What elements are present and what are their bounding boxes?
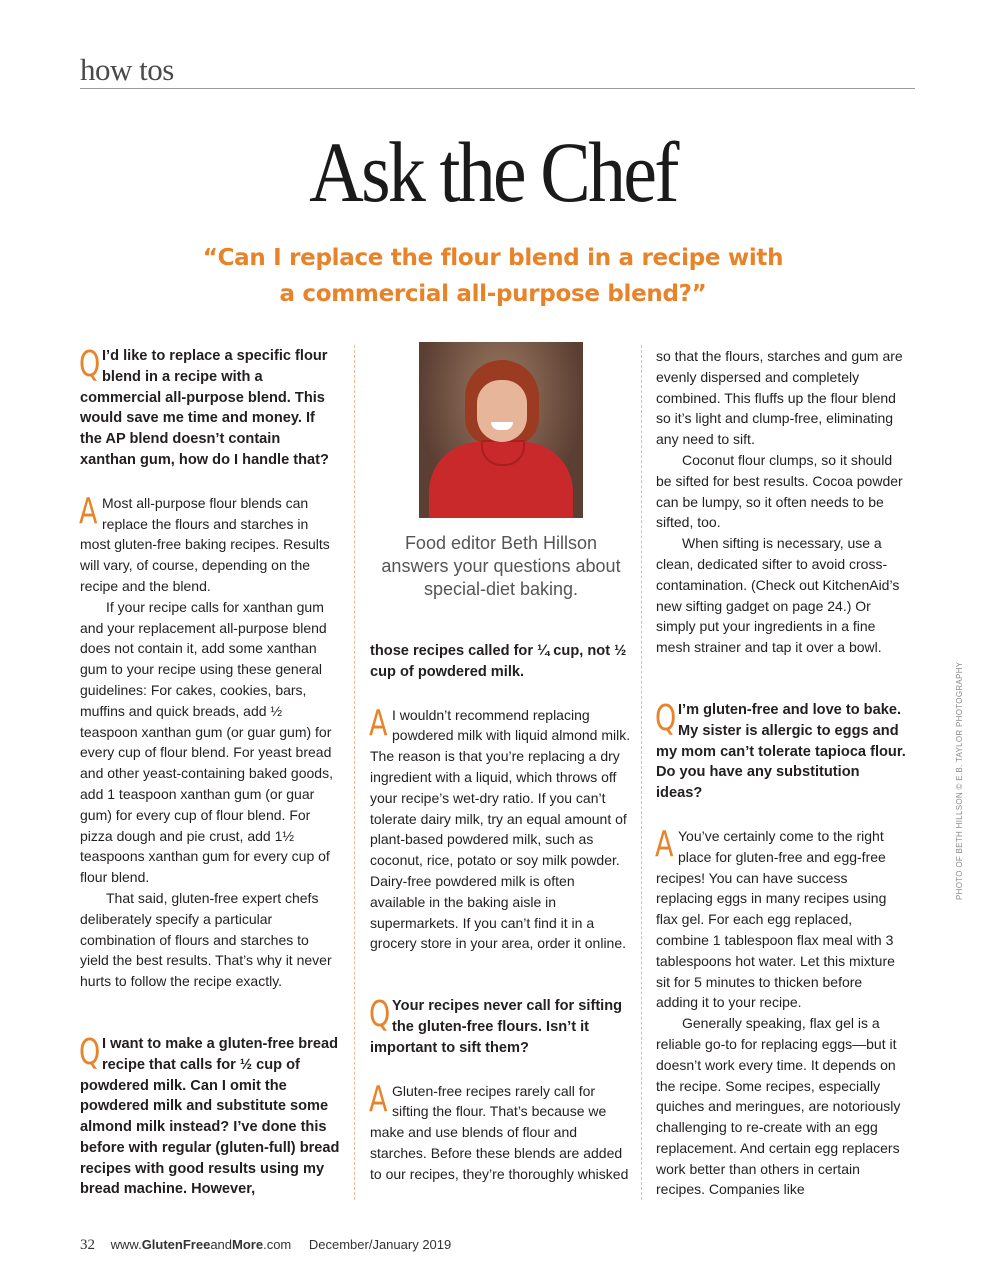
dropcap-a: A bbox=[655, 823, 674, 865]
url-prefix: www. bbox=[110, 1237, 142, 1252]
answer-1-p1 bbox=[79, 490, 340, 597]
answer-4-p1-text: You’ve certainly come to the right place for gluten-free and egg-free recipes! You can have success replacing eggs in many recipes using flax gel. For each egg replaced, combine 1 tablespoon flax meal with 3 tablespoons hot water. Let this mixture sit for 5 minutes to thicken before adding it to your recipe. bbox=[656, 827, 895, 1011]
url-bold-2: More bbox=[232, 1237, 264, 1252]
url-suffix: .com bbox=[263, 1237, 292, 1252]
question-3 bbox=[370, 996, 632, 1058]
question-2 bbox=[79, 1031, 340, 1200]
dropcap-q: Q bbox=[79, 1031, 101, 1073]
answer-3-p3: When sifting is necessary, use a clean, dedicated sifter to avoid cross-contamination. (Check out KitchenAid’s new sifting gadget on page 24.) Or simply put your ingredients in a fine mesh strainer and tap it over a bowl. bbox=[656, 535, 900, 656]
column-1 bbox=[80, 346, 340, 1200]
dropcap-q: Q bbox=[369, 994, 391, 1036]
question-1 bbox=[80, 346, 340, 471]
page-number: 32 bbox=[80, 1237, 95, 1253]
answer-3 bbox=[369, 1078, 632, 1185]
question-2-continued: those recipes called for ¼ cup, not ½ cup of powdered milk. bbox=[370, 643, 627, 680]
answer-3-p2: Coconut flour clumps, so it should be sifted for best results. Cocoa powder can be lumpy, so it often needs to be sifted, too. bbox=[656, 451, 903, 531]
answer-3-text: Gluten-free recipes rarely call for sifting the flour. That’s because we make and use blends of flour and starches. Before these blends are added to our recipes, they’re thoroughly whisked bbox=[370, 1082, 629, 1182]
dropcap-q: Q bbox=[655, 697, 677, 739]
answer-4-p2: Generally speaking, flax gel is a reliable go-to for replacing eggs—but it doesn’t work every time. It depends on the recipe. Some recipes, especially quiches and meringues, are notoriously challenging to re-create with an egg replacement. And certain egg replacers work better than others in certain recipes. Companies like bbox=[656, 1015, 901, 1198]
chef-photo bbox=[419, 342, 583, 518]
answer-1-p1-text: Most all-purpose flour blends can replace the flours and starches in most gluten-free baking recipes. Results will vary, of course, depending on the recipe and the blend. bbox=[80, 494, 330, 594]
page-title: Ask the Chef bbox=[309, 124, 677, 220]
answer-1-p3: That said, gluten-free expert chefs deliberately specify a particular combination of flours and starches to yield the best results. That’s why it never hurts to follow the recipe exactly. bbox=[80, 889, 332, 990]
section-label: how tos bbox=[80, 52, 174, 87]
dropcap-a: A bbox=[79, 490, 98, 532]
answer-1-p2: If your recipe calls for xanthan gum and your replacement all-purpose blend does not contain it, add some xanthan gum to your recipe using these general guidelines: For cakes, cookies, bars, muffins and quick breads, add ½ teaspoon xanthan gum (or guar gum) for every cup of flour blend. For yeast bread and other yeast-containing baked goods, add 1 teaspoon xanthan gum (or guar gum) for every cup of flour blend. For pizza dough and pie crust, add 1½ teaspoons xanthan gum for every cup of flour blend. bbox=[80, 598, 333, 886]
dropcap-a: A bbox=[369, 702, 388, 744]
column-divider-2 bbox=[641, 345, 642, 1200]
column-divider-1 bbox=[354, 345, 355, 1200]
issue-date: December/January 2019 bbox=[308, 1237, 452, 1252]
question-3-text: Your recipes never call for sifting the gluten-free flours. Isn’t it important to sift them? bbox=[370, 998, 623, 1056]
url-mid: and bbox=[210, 1237, 233, 1252]
subhead-line-2: a commercial all-purpose blend?” bbox=[279, 281, 707, 307]
answer-2-text: I wouldn’t recommend replacing powdered milk with liquid almond milk. The reason is that you’re replacing a dry ingredient with a liquid, which throws off your recipe’s wet-dry ratio. If you can’t tolerate dairy milk, try an equal amount of plant-based powdered milk, such as coconut, rice, potato or soy milk powder. Dairy-free powdered milk is often available in the baking aisle in supermarkets. If you can’t find it in a grocery store in your area, order it online. bbox=[370, 706, 631, 952]
column-2 bbox=[370, 342, 632, 1185]
question-4 bbox=[655, 697, 908, 804]
photo-credit: PHOTO OF BETH HILLSON © E.B. TAYLOR PHOTOGRAPHY bbox=[955, 661, 964, 900]
photo-caption: Food editor Beth Hillson answers your questions about special-diet baking. bbox=[381, 533, 621, 599]
column-3 bbox=[656, 346, 908, 1200]
article-subhead bbox=[120, 240, 866, 312]
answer-4-p1 bbox=[655, 823, 908, 1013]
url-bold: GlutenFree bbox=[141, 1237, 211, 1252]
page-footer bbox=[80, 1237, 451, 1254]
question-2-text: I want to make a gluten-free bread recipe that calls for ½ cup of powdered milk. Can I omit the powdered milk and substitute some almond milk instead? I’ve done this before with regular (gluten-full) bread recipes with good results using my bread machine. However, bbox=[80, 1035, 340, 1198]
section-rule bbox=[80, 88, 915, 89]
subhead-line-1: “Can I replace the flour blend in a recipe with bbox=[202, 245, 784, 271]
question-4-text: I’m gluten-free and love to bake. My sister is allergic to eggs and my mom can’t tolerate tapioca flour. Do you have any substitution ideas? bbox=[656, 701, 906, 802]
answer-2 bbox=[369, 702, 632, 955]
website-link[interactable] bbox=[111, 1237, 292, 1252]
question-1-text: I’d like to replace a specific flour blend in a recipe with a commercial all-purpose blend. This would save me time and money. If the AP blend doesn’t contain xanthan gum, how do I handle that? bbox=[80, 348, 329, 468]
dropcap-q: Q bbox=[79, 344, 101, 385]
answer-3-continued: so that the flours, starches and gum are evenly dispersed and completely combined. This fluffs up the flour blend so it’s light and clump-free, eliminating any need to sift. bbox=[656, 348, 903, 448]
dropcap-a: A bbox=[369, 1078, 388, 1120]
